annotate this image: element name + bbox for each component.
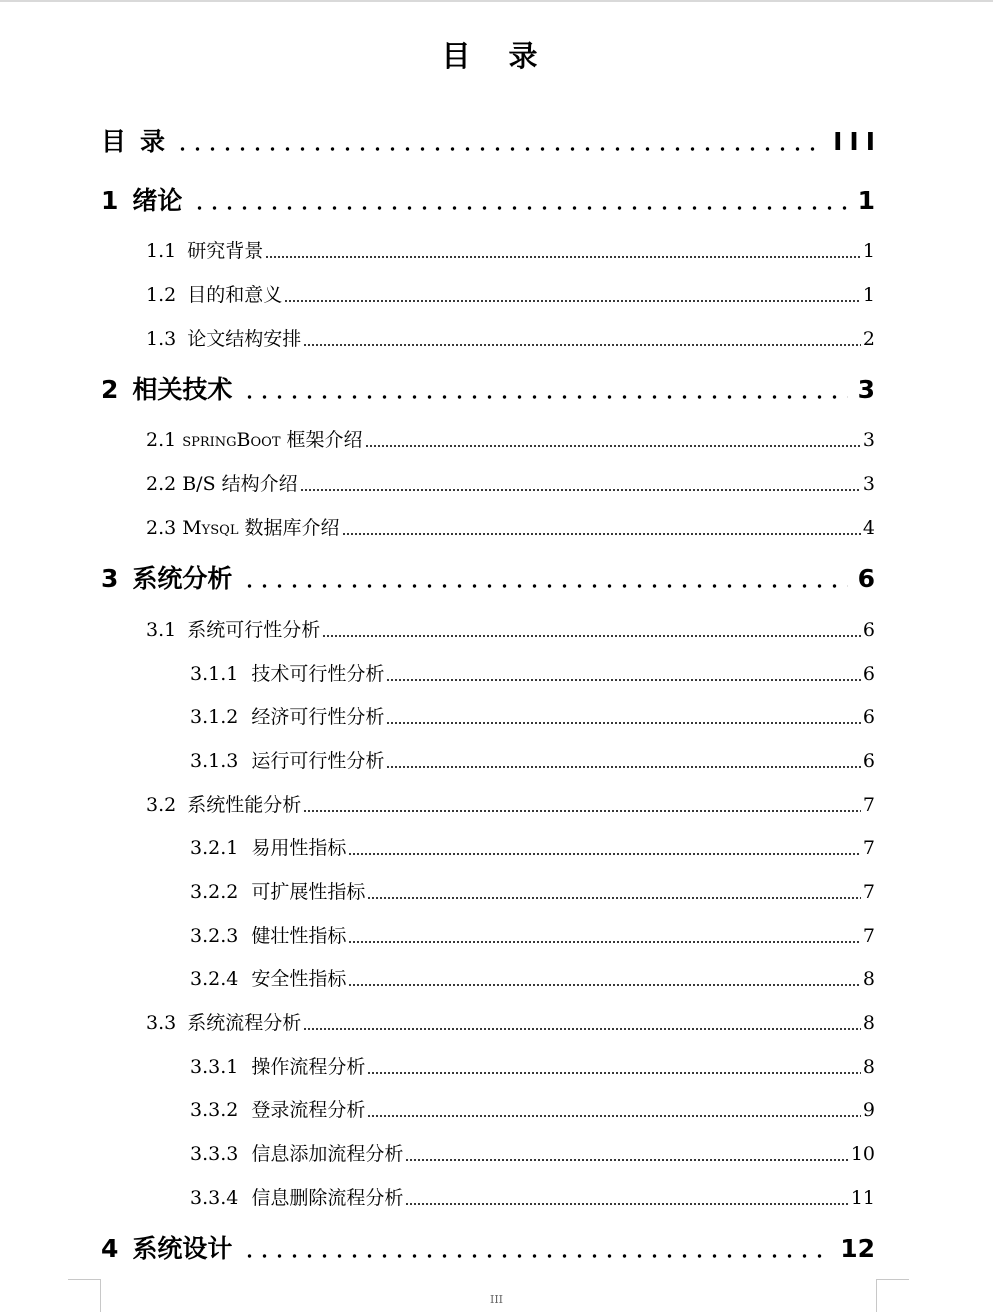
toc-entry-title: 可扩展性指标	[251, 881, 366, 903]
toc-entry[interactable]	[101, 1229, 875, 1269]
toc-leader-dots	[303, 809, 861, 813]
toc-entry-page: 7	[862, 837, 875, 859]
toc-entry-number: 3.3.1	[190, 1056, 239, 1078]
toc-entry-page: 3	[857, 375, 875, 404]
toc-entry-page: 3	[862, 429, 875, 451]
toc-entry-title: B/S 结构介绍	[182, 473, 298, 495]
toc-entry-number: 1	[101, 186, 119, 215]
toc-entry-title: 信息删除流程分析	[251, 1187, 404, 1209]
toc-entry-number: 2	[101, 375, 119, 404]
toc-entry-title: 系统分析	[132, 564, 233, 593]
toc-entry-number: 2.3	[146, 517, 177, 539]
toc-leader-dots	[303, 343, 861, 347]
toc-entry-title: 录	[140, 127, 166, 156]
toc-entry[interactable]	[146, 790, 875, 820]
toc-entry[interactable]	[190, 964, 875, 994]
toc-entry[interactable]	[146, 1008, 875, 1038]
toc-leader-dots	[192, 205, 847, 211]
toc-entry-title: 系统流程分析	[187, 1012, 302, 1034]
toc-entry-title: 系统性能分析	[187, 794, 302, 816]
page-title: 目 录	[441, 39, 552, 73]
toc-entry[interactable]	[101, 181, 875, 221]
toc-entry[interactable]	[101, 122, 882, 162]
toc-leader-dots	[405, 1158, 848, 1162]
toc-entry-number: 1.3	[146, 328, 177, 350]
toc-entry-title: 登录流程分析	[251, 1099, 366, 1121]
toc-entry[interactable]	[146, 280, 875, 310]
toc-entry-page: 6	[862, 706, 875, 728]
toc-entry-number: 2.1	[146, 429, 177, 451]
toc-leader-dots	[386, 721, 861, 725]
toc-entry-page: 7	[862, 794, 875, 816]
toc-entry-number: 3.2.4	[190, 968, 239, 990]
toc-entry-number: 1.2	[146, 284, 177, 306]
toc-entry-number: 3.1.2	[190, 706, 239, 728]
toc-entry-number: 3.2.3	[190, 925, 239, 947]
toc-entry-title: 系统可行性分析	[187, 619, 321, 641]
toc-entry-title: 信息添加流程分析	[251, 1143, 404, 1165]
toc-entry-number: 1.1	[146, 240, 177, 262]
toc-entry[interactable]	[190, 1095, 875, 1125]
toc-entry-page: 11	[850, 1187, 875, 1209]
toc-entry-number: 3.1.1	[190, 663, 239, 685]
toc-entry-number: 3.2	[146, 794, 177, 816]
toc-entry-title: 系统设计	[132, 1234, 233, 1263]
toc-entry-number: 3.3.4	[190, 1187, 239, 1209]
toc-entry[interactable]	[190, 921, 875, 951]
toc-entry-page: 4	[862, 517, 875, 539]
toc-entry-page: 8	[862, 1056, 875, 1078]
toc-entry-title: springBoot 框架介绍	[182, 429, 363, 451]
toc-entry-title: 绪论	[132, 186, 183, 215]
toc-entry-title: 经济可行性分析	[251, 706, 385, 728]
toc-leader-dots	[367, 1114, 861, 1118]
toc-leader-dots	[348, 983, 861, 987]
toc-entry-number: 2.2	[146, 473, 177, 495]
toc-entry-number: 3.2.2	[190, 881, 239, 903]
toc-leader-dots	[242, 394, 847, 400]
toc-entry[interactable]	[146, 324, 875, 354]
toc-entry-page: 6	[862, 750, 875, 772]
toc-entry-page: 3	[862, 473, 875, 495]
toc-leader-dots	[367, 896, 861, 900]
toc-entry[interactable]	[146, 425, 875, 455]
toc-leader-dots	[348, 852, 861, 856]
toc-entry[interactable]	[146, 615, 875, 645]
toc-entry-page: 8	[862, 968, 875, 990]
toc-entry-title: 健壮性指标	[251, 925, 347, 947]
toc-entry[interactable]	[190, 833, 875, 863]
toc-entry-page: 9	[862, 1099, 875, 1121]
toc-entry-page: 2	[862, 328, 875, 350]
toc-entry-page: 7	[862, 925, 875, 947]
toc-leader-dots	[367, 1071, 861, 1075]
toc-entry[interactable]	[190, 1183, 875, 1213]
toc-entry-page: 1	[862, 284, 875, 306]
toc-leader-dots	[175, 146, 823, 152]
toc-entry-title: 研究背景	[187, 240, 264, 262]
toc-entry-page: III	[833, 127, 882, 156]
toc-leader-dots	[386, 765, 861, 769]
page-top-edge	[0, 0, 993, 2]
toc-entry-page: 1	[857, 186, 875, 215]
toc-entry-page: 6	[857, 564, 875, 593]
toc-entry[interactable]	[146, 513, 875, 543]
toc-entry-number: 目	[101, 127, 127, 156]
toc-entry-page: 7	[862, 881, 875, 903]
toc-leader-dots	[405, 1202, 848, 1206]
toc-entry-page: 10	[850, 1143, 875, 1165]
toc-entry-title: Mysql 数据库介绍	[182, 517, 340, 539]
toc-entry[interactable]	[190, 659, 875, 689]
toc-entry[interactable]	[190, 877, 875, 907]
footer-page-number: III	[489, 1293, 504, 1306]
toc-entry-title: 运行可行性分析	[251, 750, 385, 772]
toc-entry[interactable]	[146, 236, 875, 266]
toc-entry-title: 技术可行性分析	[251, 663, 385, 685]
toc-entry-page: 8	[862, 1012, 875, 1034]
toc-leader-dots	[322, 634, 861, 638]
toc-entry-page: 6	[862, 619, 875, 641]
toc-leader-dots	[342, 532, 861, 536]
toc-entry[interactable]	[190, 702, 875, 732]
toc-entry[interactable]	[101, 559, 875, 599]
toc-entry-number: 4	[101, 1234, 119, 1263]
toc-leader-dots	[242, 1253, 830, 1259]
toc-leader-dots	[242, 583, 847, 589]
toc-entry-number: 3.3.2	[190, 1099, 239, 1121]
toc-entry[interactable]	[190, 1052, 875, 1082]
toc-entry-title: 目的和意义	[187, 284, 283, 306]
toc-entry[interactable]	[146, 469, 875, 499]
toc-entry[interactable]	[190, 746, 875, 776]
toc-entry-page: 12	[840, 1234, 875, 1263]
toc-leader-dots	[348, 940, 861, 944]
toc-leader-dots	[284, 299, 861, 303]
toc-entry-number: 3.3	[146, 1012, 177, 1034]
toc-entry[interactable]	[101, 370, 875, 410]
toc-entry-title: 论文结构安排	[187, 328, 302, 350]
toc-entry-number: 3.1.3	[190, 750, 239, 772]
toc-entry-title: 安全性指标	[251, 968, 347, 990]
toc-leader-dots	[386, 678, 861, 682]
toc-entry-title: 易用性指标	[251, 837, 347, 859]
toc-leader-dots	[365, 444, 861, 448]
toc-entry-number: 3.2.1	[190, 837, 239, 859]
toc-entry-number: 3.1	[146, 619, 177, 641]
toc-entry-title: 操作流程分析	[251, 1056, 366, 1078]
toc-leader-dots	[303, 1027, 861, 1031]
toc-entry[interactable]	[190, 1139, 875, 1169]
toc-entry-page: 1	[862, 240, 875, 262]
toc-leader-dots	[300, 488, 861, 492]
toc-leader-dots	[265, 255, 861, 259]
toc-entry-page: 6	[862, 663, 875, 685]
toc-entry-number: 3.3.3	[190, 1143, 239, 1165]
toc-entry-title: 相关技术	[132, 375, 233, 404]
toc-entry-number: 3	[101, 564, 119, 593]
